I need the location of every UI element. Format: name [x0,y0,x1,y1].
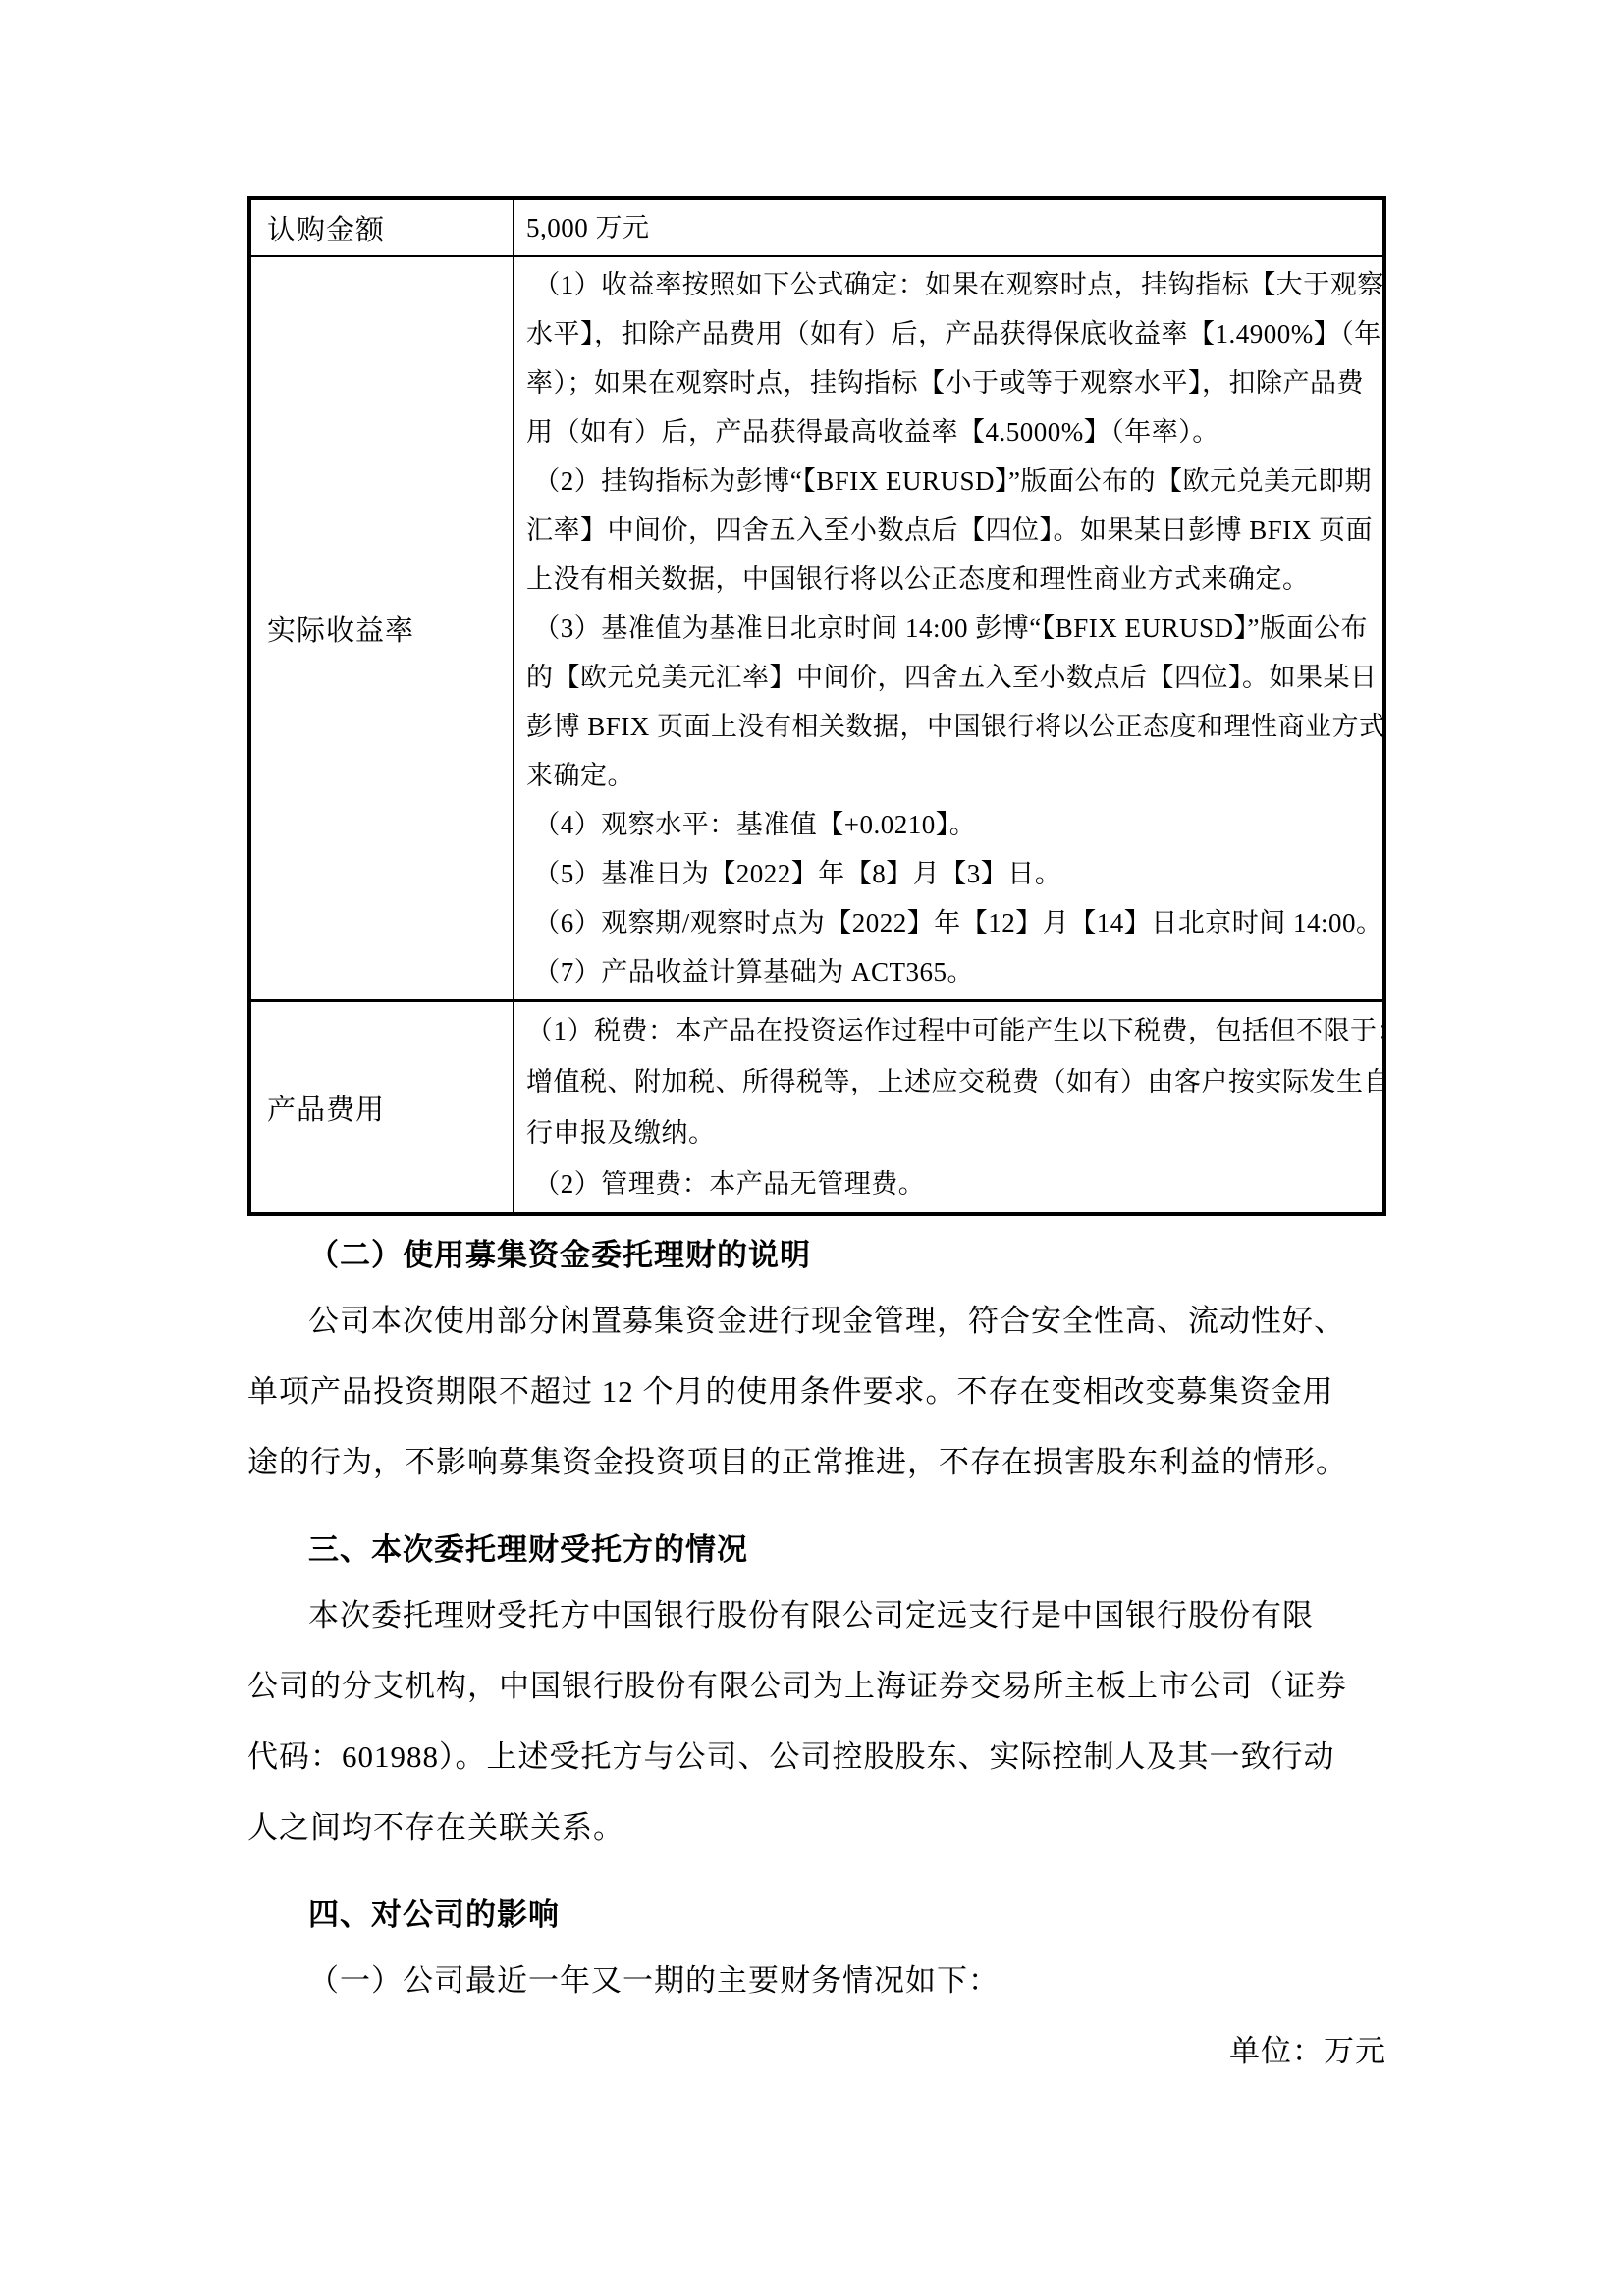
table-row-product-fees [249,1001,1384,1215]
text-line: （2）挂钩指标为彭博“【BFIX EURUSD】”版面公布的【欧元兑美元即期 [526,466,1372,496]
paragraph-trustee [247,1580,1386,1863]
text-line: 行申报及缴纳。 [526,1118,716,1148]
text-line: 公司的分支机构，中国银行股份有限公司为上海证券交易所主板上市公司（证券 [247,1669,1347,1703]
section-heading-4-impact: 四、对公司的影响 [308,1897,560,1932]
text-line: （一）公司最近一年又一期的主要财务情况如下： [308,1963,1000,1998]
text-line: （7）产品收益计算基础为 ACT365。 [526,957,974,987]
paragraph-financials-intro [247,1946,1386,2016]
text-line: 途的行为，不影响募集资金投资项目的正常推进，不存在损害股东利益的情形。 [247,1445,1347,1479]
text-line: （2）管理费：本产品无管理费。 [526,1169,926,1199]
text-line: 用（如有）后，产品获得最高收益率【4.5000%】（年率）。 [526,417,1219,447]
row-label-subscription-amount: 认购金额 [249,198,514,256]
text-line: 代码：601988）。上述受托方与公司、公司控股股东、实际控制人及其一致行动 [247,1739,1335,1774]
text-line: 公司本次使用部分闲置募集资金进行现金管理，符合安全性高、流动性好、 [308,1304,1345,1338]
section-heading-2-use-of-funds: （二）使用募集资金委托理财的说明 [308,1238,811,1272]
text-line: （6）观察期/观察时点为【2022】年【12】月【14】日北京时间 14:00。 [526,908,1383,937]
text-line: 增值税、附加税、所得税等，上述应交税费（如有）由客户按实际发生自 [526,1067,1390,1096]
paragraph-use-of-funds [247,1286,1386,1498]
row-value-subscription-amount [514,198,1384,256]
text-line: 5,000 万元 [526,213,650,242]
section-heading-3-trustee: 三、本次委托理财受托方的情况 [308,1532,748,1567]
row-label-product-fees: 产品费用 [249,1001,514,1215]
text-line: 单项产品投资期限不超过 12 个月的使用条件要求。不存在变相改变募集资金用 [247,1374,1334,1409]
text-line: （1）税费：本产品在投资运作过程中可能产生以下税费，包括但不限于： [526,1016,1404,1045]
text-line: 本次委托理财受托方中国银行股份有限公司定远支行是中国银行股份有限 [308,1598,1314,1632]
text-line: （3）基准值为基准日北京时间 14:00 彭博“【BFIX EURUSD】”版面公布 [526,614,1368,643]
text-line: 彭博 BFIX 页面上没有相关数据，中国银行将以公正态度和理性商业方式 [526,712,1386,741]
text-line: 的【欧元兑美元汇率】中间价，四舍五入至小数点后【四位】。如果某日 [526,663,1378,692]
row-value-actual-yield [514,256,1384,1001]
text-line: 人之间均不存在关联关系。 [247,1810,624,1844]
row-label-actual-yield: 实际收益率 [249,256,514,1001]
text-line: 上没有相关数据，中国银行将以公正态度和理性商业方式来确定。 [526,564,1310,594]
table-row-actual-yield [249,256,1384,1001]
text-line: 汇率】中间价，四舍五入至小数点后【四位】。如果某日彭博 BFIX 页面 [526,515,1374,545]
document-body [247,1203,1386,2087]
text-line: （4）观察水平：基准值【+0.0210】。 [526,810,977,839]
unit-note: 单位：万元 [1229,2034,1386,2068]
table-row-subscription-amount [249,198,1384,256]
text-line: 水平】，扣除产品费用（如有）后，产品获得保底收益率【1.4900%】（年 [526,319,1381,348]
text-line: 来确定。 [526,761,634,790]
text-line: 率）；如果在观察时点，挂钩指标【小于或等于观察水平】，扣除产品费 [526,368,1364,398]
text-line: （1）收益率按照如下公式确定：如果在观察时点，挂钩指标【大于观察 [526,270,1384,299]
text-line: （5）基准日为【2022】年【8】月【3】日。 [526,859,1062,888]
row-value-product-fees [514,1001,1404,1215]
product-info-table [247,196,1404,1216]
